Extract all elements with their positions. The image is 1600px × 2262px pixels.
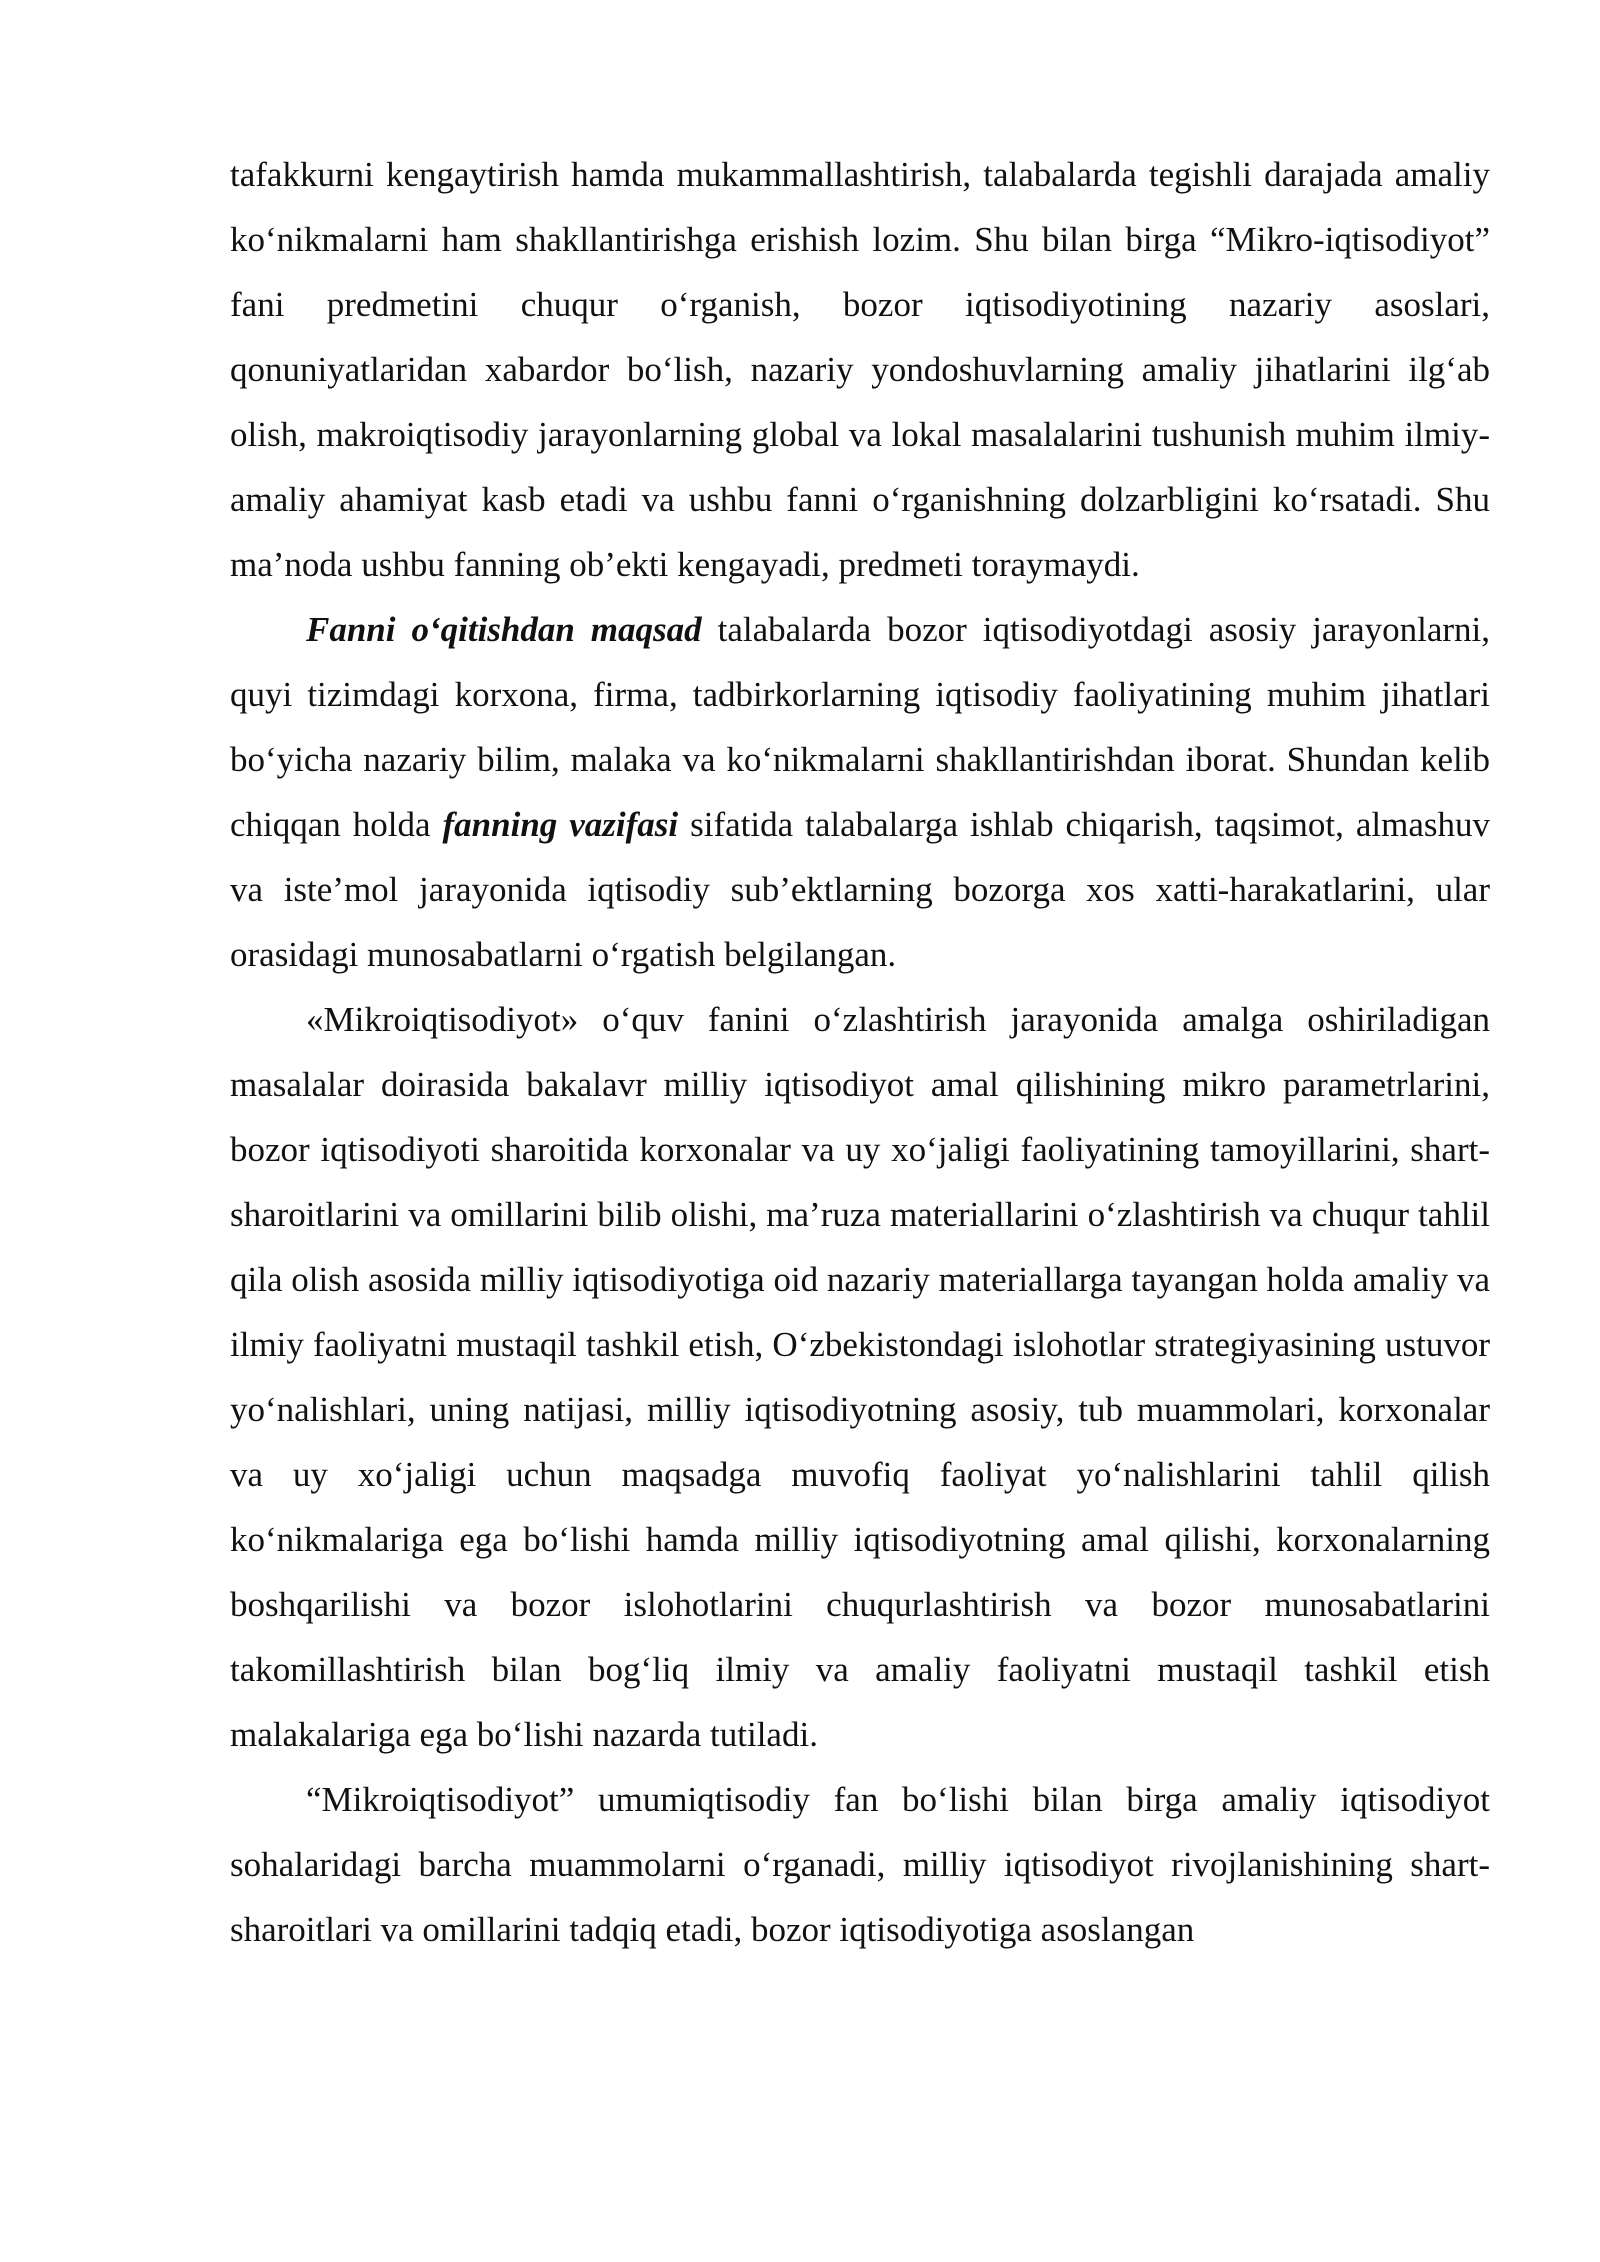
- paragraph-text: tafakkurni kengaytirish hamda mukammallashtirish, talabalarda tegishli darajada amaliy ko‘nikmalarni ham shakllantirishga erishish lozim. Shu bilan birga “Mikro-iqtisodiyot” fani predmetini chuqur o‘rganish, bozor iqtisodiyotining nazariy asoslari, qonuniyatlaridan xabardor bo‘lish, nazariy yondoshuvlarning amaliy jihatlarini ilg‘ab olish, makroiqtisodiy jarayonlarning global va lokal masalalarini tushunish muhim ilmiy-amaliy ahamiyat kasb etadi va ushbu fanni o‘rganishning dolzarbligini ko‘rsatadi. Shu ma’noda ushbu fanning ob’ekti kengayadi, predmeti toraymaydi.: [230, 155, 1490, 584]
- emphasis-course-goal: Fanni o‘qitishdan maqsad: [306, 610, 702, 649]
- paragraph-microeconomics-scope: [230, 1767, 1490, 1962]
- paragraph-text: «Mikroiqtisodiyot» o‘quv fanini o‘zlashtirish jarayonida amalga oshiriladigan masalalar doirasida bakalavr milliy iqtisodiyot amal qilishining mikro parametrlarini, bozor iqtisodiyoti sharoitida korxonalar va uy xo‘jaligi faoliyatining tamoyillarini, shart-sharoitlarini va omillarini bilib olishi, ma’ruza materiallarini o‘zlashtirish va chuqur tahlil qila olish asosida milliy iqtisodiyotiga oid nazariy materiallarga tayangan holda amaliy va ilmiy faoliyatni mustaqil tashkil etish, O‘zbekistondagi islohotlar strategiyasining ustuvor yo‘nalishlari, uning natijasi, milliy iqtisodiyotning asosiy, tub muammolari, korxonalar va uy xo‘jaligi uchun maqsadga muvofiq faoliyat yo‘nalishlarini tahlil qilish ko‘nikmalariga ega bo‘lishi hamda milliy iqtisodiyotning amal qilishi, korxonalarning boshqarilishi va bozor islohotlarini chuqurlashtirish va bozor munosabatlarini takomillashtirish bilan bog‘liq ilmiy va amaliy faoliyatni mustaqil tashkil etish malakalariga ega bo‘lishi nazarda tutiladi.: [230, 1000, 1490, 1754]
- emphasis-course-task: fanning vazifasi: [442, 805, 679, 844]
- paragraph-course-mastery: [230, 987, 1490, 1767]
- paragraph-text: talabalarda bozor iqtisodiyotdagi asosiy jarayonlarni, quyi tizimdagi korxona, firma, tadbirkorlarning iqtisodiy faoliyatining muhim jihatlari bo‘yicha nazariy bilim, malaka va ko‘nikmalarni shakllantirishdan iborat. Shundan kelib chiqqan holda: [230, 610, 1490, 844]
- paragraph-course-purpose: [230, 597, 1490, 987]
- paragraph-text: “Mikroiqtisodiyot” umumiqtisodiy fan bo‘lishi bilan birga amaliy iqtisodiyot sohalaridagi barcha muammolarni o‘rganadi, milliy iqtisodiyot rivojlanishining shart-sharoitlari va omillarini tadqiq etadi, bozor iqtisodiyotiga asoslangan: [230, 1780, 1490, 1949]
- paragraph-continuation: [230, 142, 1490, 597]
- document-page: [230, 142, 1490, 1962]
- paragraph-text: sifatida talabalarga ishlab chiqarish, taqsimot, almashuv va iste’mol jarayonida iqtisodiy sub’ektlarning bozorga xos xatti-harakatlarini, ular orasidagi munosabatlarni o‘rgatish belgilangan.: [230, 805, 1490, 974]
